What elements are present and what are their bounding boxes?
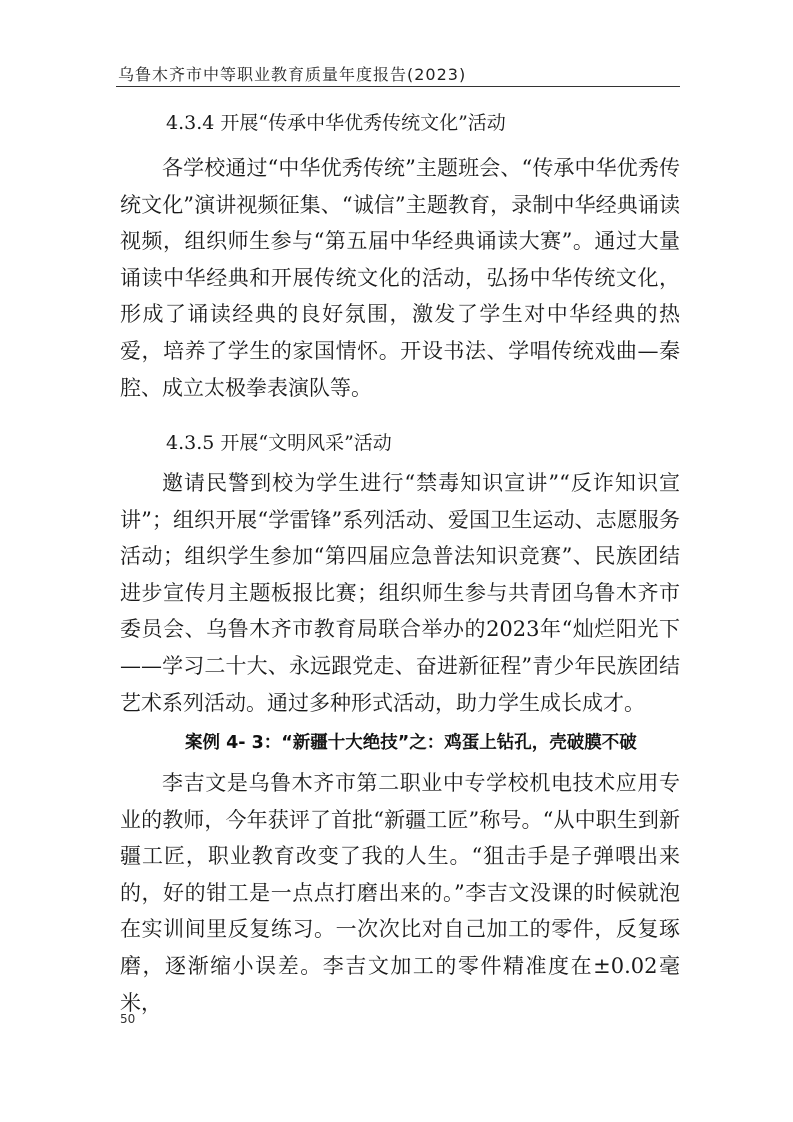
header-divider: [116, 86, 680, 87]
section-paragraph-4-3-5: 邀请民警到校为学生进行“禁毒知识宣讲”“反诈知识宣讲”；组织开展“学雷锋”系列活动、爱国卫生运动、志愿服务活动；组织学生参加“第四届应急普法知识竞赛”、民族团结进步宣传月主题板报比赛；组织师生参与共青团乌鲁木齐市委员会、乌鲁木齐市教育局联合举办的2023年“灿烂阳光下——学习二十大、永远跟党走、奋进新征程”青少年民族团结艺术系列活动。通过多种形式活动，助力学生成长成才。: [120, 471, 680, 715]
running-header: 乌鲁木齐市中等职业教育质量年度报告(2023): [118, 65, 467, 84]
section-heading-4-3-5: 4.3.5 开展“文明风采”活动: [166, 432, 392, 454]
case-title: 案例 4- 3：“新疆十大绝技”之：鸡蛋上钻孔，壳破膜不破: [185, 733, 637, 753]
section-paragraph-4-3-4: 各学校通过“中华优秀传统”主题班会、“传承中华优秀传统文化”演讲视频征集、“诚信”主题教育，录制中华经典诵读视频，组织师生参与“第五届中华经典诵读大赛”。通过大量诵读中华经典和开展传统文化的活动，弘扬中华传统文化，形成了诵读经典的良好氛围，激发了学生对中华经典的热爱，培养了学生的家国情怀。开设书法、学唱传统戏曲—秦腔、成立太极拳表演队等。: [120, 156, 680, 400]
section-heading-4-3-4: 4.3.4 开展“传承中华优秀传统文化”活动: [166, 112, 506, 134]
page-number: 50: [120, 1012, 136, 1026]
case-paragraph: 李吉文是乌鲁木齐市第二职业中专学校机电技术应用专业的教师，今年获评了首批“新疆工匠”称号。“从中职生到新疆工匠，职业教育改变了我的人生。“狙击手是子弹喂出来的，好的钳工是一点点打磨出来的。”李吉文没课的时候就泡在实训间里反复练习。一次次比对自己加工的零件，反复琢磨，逐渐缩小误差。李吉文加工的零件精准度在±0.02毫米，: [120, 771, 680, 1015]
